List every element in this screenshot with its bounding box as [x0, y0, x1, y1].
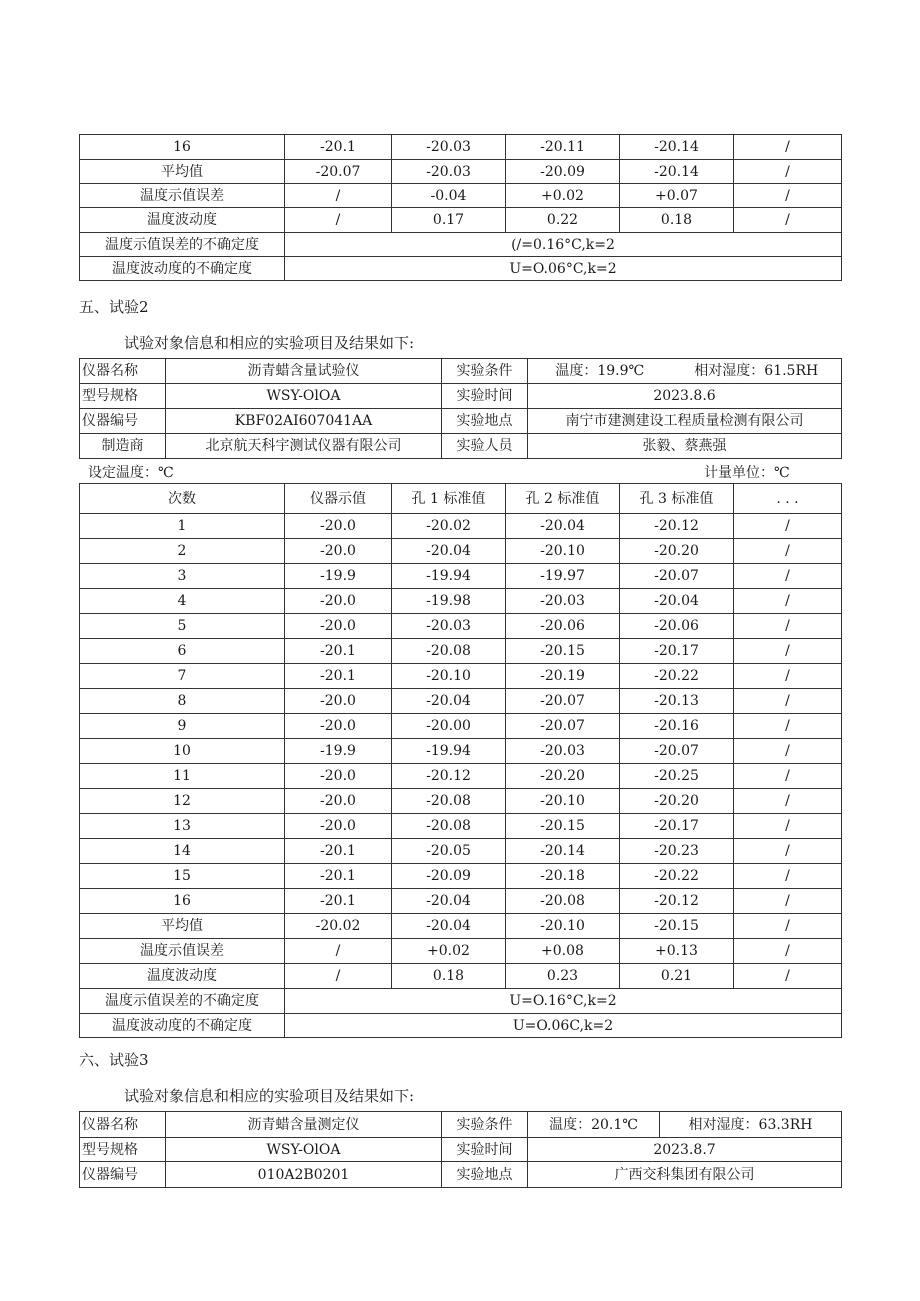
table-row: [80, 914, 842, 939]
table-cell: -20.15: [620, 914, 734, 939]
table-cell: -20.08: [392, 639, 506, 664]
table-cell: /: [734, 589, 842, 614]
table-cell: -20.17: [620, 639, 734, 664]
table-row: [80, 208, 842, 233]
condition-humidity: 相对湿度：63.3RH: [660, 1112, 842, 1138]
info-label: 仪器名称: [80, 1112, 166, 1138]
info-label: 型号规格: [80, 384, 166, 409]
table-cell: /: [734, 184, 842, 208]
table-cell: -20.08: [392, 789, 506, 814]
table-cell: -20.0: [285, 539, 392, 564]
table-row: [80, 514, 842, 539]
table-row: [80, 864, 842, 889]
table-cell: -20.04: [392, 889, 506, 914]
table-cell: /: [734, 639, 842, 664]
table-cell: -20.1: [285, 639, 392, 664]
table-cell: -20.10: [392, 664, 506, 689]
table-cell: -20.1: [285, 664, 392, 689]
uncertainty-row: [80, 1014, 842, 1038]
info-label: 实验条件: [442, 1112, 528, 1138]
condition-humidity: 相对湿度：61.5RH: [672, 359, 842, 384]
row-label: 温度示值误差: [80, 184, 285, 208]
test1-tail-table: [79, 134, 842, 281]
uncertainty-value: (/=0.16°C,k=2: [285, 233, 842, 257]
table-cell: -20.03: [506, 589, 620, 614]
table-row: [80, 814, 842, 839]
table-row: [80, 564, 842, 589]
section6-heading: 六、试验3: [79, 1051, 149, 1069]
table-cell: -20.00: [392, 714, 506, 739]
table-cell: /: [734, 160, 842, 184]
table-cell: /: [285, 939, 392, 964]
table-cell: /: [734, 789, 842, 814]
table-row: [80, 714, 842, 739]
table-cell: /: [734, 889, 842, 914]
unit-label: 计量单位：℃: [704, 465, 790, 481]
table-cell: -19.94: [392, 564, 506, 589]
table-cell: -20.06: [506, 614, 620, 639]
row-label: 1: [80, 514, 285, 539]
table-cell: -20.03: [392, 614, 506, 639]
set-temperature-label: 设定温度：℃: [88, 465, 174, 481]
table-cell: /: [734, 208, 842, 233]
table-row: [80, 135, 842, 160]
table-cell: -20.09: [506, 160, 620, 184]
column-header: . . .: [734, 484, 842, 514]
table-cell: -20.1: [285, 889, 392, 914]
test-personnel: 张毅、蔡燕强: [528, 434, 842, 459]
column-header: 孔 3 标准值: [620, 484, 734, 514]
row-label: 8: [80, 689, 285, 714]
table-cell: -20.02: [392, 514, 506, 539]
table-row: [80, 889, 842, 914]
table-cell: -20.20: [506, 764, 620, 789]
table-cell: -20.10: [506, 539, 620, 564]
table-cell: -20.1: [285, 135, 392, 160]
info-label: 实验地点: [442, 409, 528, 434]
uncertainty-value: U=O.06°C,k=2: [285, 257, 842, 281]
table-cell: -20.12: [392, 764, 506, 789]
row-label: 5: [80, 614, 285, 639]
table-cell: -20.15: [506, 639, 620, 664]
instrument-name: 沥青蜡含量测定仪: [166, 1112, 442, 1138]
table-cell: 0.17: [392, 208, 506, 233]
table-cell: +0.08: [506, 939, 620, 964]
manufacturer: 北京航天科宇测试仪器有限公司: [166, 434, 442, 459]
table-cell: -20.22: [620, 864, 734, 889]
table-cell: -20.1: [285, 839, 392, 864]
row-label: 13: [80, 814, 285, 839]
test-location: 南宁市建测建设工程质量检测有限公司: [528, 409, 842, 434]
table-row: [80, 160, 842, 184]
table-cell: -20.04: [620, 589, 734, 614]
table-cell: -19.94: [392, 739, 506, 764]
info-label: 仪器名称: [80, 359, 166, 384]
table-row: [80, 789, 842, 814]
section6-info-table: [79, 1111, 842, 1188]
table-cell: -20.14: [620, 135, 734, 160]
row-label: 2: [80, 539, 285, 564]
table-cell: +0.02: [506, 184, 620, 208]
table-cell: +0.02: [392, 939, 506, 964]
test-date: 2023.8.6: [528, 384, 842, 409]
table-cell: 0.21: [620, 964, 734, 989]
info-label: 仪器编号: [80, 409, 166, 434]
row-label: 12: [80, 789, 285, 814]
table-cell: -20.04: [392, 539, 506, 564]
table-cell: -20.0: [285, 689, 392, 714]
uncertainty-row: [80, 257, 842, 281]
row-label: 平均值: [80, 914, 285, 939]
column-header: 次数: [80, 484, 285, 514]
table-row: [80, 664, 842, 689]
table-cell: -20.16: [620, 714, 734, 739]
section5-heading: 五、试验2: [79, 298, 149, 316]
table-cell: -19.9: [285, 564, 392, 589]
table-cell: /: [734, 864, 842, 889]
table-cell: /: [734, 539, 842, 564]
table-cell: /: [285, 208, 392, 233]
table-cell: -20.09: [392, 864, 506, 889]
test-date: 2023.8.7: [528, 1138, 842, 1162]
uncertainty-label: 温度波动度的不确定度: [80, 257, 285, 281]
table-cell: /: [734, 739, 842, 764]
table-row: [80, 739, 842, 764]
uncertainty-label: 温度示值误差的不确定度: [80, 989, 285, 1014]
table-cell: -20.22: [620, 664, 734, 689]
table-cell: -20.07: [506, 714, 620, 739]
table-cell: -20.07: [620, 739, 734, 764]
table-cell: /: [734, 964, 842, 989]
table-cell: -20.10: [506, 914, 620, 939]
info-label: 实验时间: [442, 1138, 528, 1162]
table-cell: -20.20: [620, 789, 734, 814]
table-cell: -20.04: [392, 914, 506, 939]
table-row: [80, 614, 842, 639]
section6-intro: 试验对象信息和相应的实验项目及结果如下:: [124, 1087, 415, 1105]
table-cell: -20.0: [285, 814, 392, 839]
section5-info-table: [79, 358, 842, 459]
table-cell: -20.12: [620, 514, 734, 539]
uncertainty-value: U=O.06C,k=2: [285, 1014, 842, 1038]
table-cell: -20.0: [285, 764, 392, 789]
table-cell: 0.22: [506, 208, 620, 233]
uncertainty-value: U=O.16°C,k=2: [285, 989, 842, 1014]
table-cell: -20.08: [392, 814, 506, 839]
section5-results-table: [79, 483, 842, 1038]
table-cell: -20.08: [506, 889, 620, 914]
table-row: [80, 764, 842, 789]
uncertainty-row: [80, 989, 842, 1014]
table-cell: 0.23: [506, 964, 620, 989]
column-header: 孔 2 标准值: [506, 484, 620, 514]
row-label: 15: [80, 864, 285, 889]
table-cell: -20.02: [285, 914, 392, 939]
table-cell: -20.07: [620, 564, 734, 589]
row-label: 温度波动度: [80, 964, 285, 989]
table-cell: -20.0: [285, 614, 392, 639]
model-spec: WSY-OlOA: [166, 384, 442, 409]
table-row: [80, 964, 842, 989]
table-cell: -20.17: [620, 814, 734, 839]
row-label: 3: [80, 564, 285, 589]
table-cell: /: [734, 939, 842, 964]
table-cell: /: [734, 839, 842, 864]
table-cell: +0.07: [620, 184, 734, 208]
table-cell: -20.14: [620, 160, 734, 184]
instrument-name: 沥青蜡含量试验仪: [166, 359, 442, 384]
table-cell: 0.18: [392, 964, 506, 989]
table-cell: -20.12: [620, 889, 734, 914]
info-label: 仪器编号: [80, 1162, 166, 1188]
row-label: 16: [80, 135, 285, 160]
table-cell: /: [285, 964, 392, 989]
table-row: [80, 184, 842, 208]
table-row: [80, 589, 842, 614]
table-cell: -20.06: [620, 614, 734, 639]
table-cell: -20.15: [506, 814, 620, 839]
uncertainty-label: 温度示值误差的不确定度: [80, 233, 285, 257]
uncertainty-label: 温度波动度的不确定度: [80, 1014, 285, 1038]
row-label: 4: [80, 589, 285, 614]
table-cell: +0.13: [620, 939, 734, 964]
table-cell: -20.18: [506, 864, 620, 889]
table-cell: -20.1: [285, 864, 392, 889]
table-cell: /: [734, 764, 842, 789]
instrument-number: KBF02AI607041AA: [166, 409, 442, 434]
info-label: 实验地点: [442, 1162, 528, 1188]
table-cell: -20.05: [392, 839, 506, 864]
info-label: 制造商: [80, 434, 166, 459]
test-location: 广西交科集团有限公司: [528, 1162, 842, 1188]
table-cell: -20.10: [506, 789, 620, 814]
table-cell: -20.14: [506, 839, 620, 864]
table-cell: -20.23: [620, 839, 734, 864]
table-cell: -19.97: [506, 564, 620, 589]
table-cell: -19.98: [392, 589, 506, 614]
condition-temperature: 温度：19.9℃: [528, 359, 672, 384]
table-cell: -20.07: [506, 689, 620, 714]
table-cell: -0.04: [392, 184, 506, 208]
row-label: 10: [80, 739, 285, 764]
table-cell: 0.18: [620, 208, 734, 233]
table-cell: /: [734, 689, 842, 714]
row-label: 9: [80, 714, 285, 739]
table-cell: /: [734, 564, 842, 589]
row-label: 16: [80, 889, 285, 914]
row-label: 温度示值误差: [80, 939, 285, 964]
model-spec: WSY-OlOA: [166, 1138, 442, 1162]
column-header: 孔 1 标准值: [392, 484, 506, 514]
table-cell: -20.25: [620, 764, 734, 789]
table-cell: -19.9: [285, 739, 392, 764]
table-cell: -20.03: [392, 135, 506, 160]
row-label: 温度波动度: [80, 208, 285, 233]
table-cell: /: [285, 184, 392, 208]
table-cell: -20.0: [285, 789, 392, 814]
table-cell: -20.0: [285, 714, 392, 739]
table-row: [80, 839, 842, 864]
table-row: [80, 939, 842, 964]
table-cell: /: [734, 914, 842, 939]
row-label: 平均值: [80, 160, 285, 184]
table-cell: /: [734, 614, 842, 639]
section5-intro: 试验对象信息和相应的实验项目及结果如下:: [124, 334, 415, 352]
info-label: 实验时间: [442, 384, 528, 409]
table-cell: -20.11: [506, 135, 620, 160]
table-cell: /: [734, 135, 842, 160]
table-row: [80, 639, 842, 664]
row-label: 6: [80, 639, 285, 664]
table-cell: -20.03: [506, 739, 620, 764]
table-cell: /: [734, 714, 842, 739]
row-label: 14: [80, 839, 285, 864]
table-cell: -20.20: [620, 539, 734, 564]
table-cell: /: [734, 664, 842, 689]
info-label: 型号规格: [80, 1138, 166, 1162]
row-label: 7: [80, 664, 285, 689]
table-cell: -20.04: [392, 689, 506, 714]
table-cell: -20.13: [620, 689, 734, 714]
info-label: 实验人员: [442, 434, 528, 459]
table-row: [80, 689, 842, 714]
row-label: 11: [80, 764, 285, 789]
table-cell: -20.07: [285, 160, 392, 184]
column-header: 仪器示值: [285, 484, 392, 514]
table-cell: -20.03: [392, 160, 506, 184]
info-label: 实验条件: [442, 359, 528, 384]
table-cell: /: [734, 814, 842, 839]
condition-temperature: 温度：20.1℃: [528, 1112, 660, 1138]
table-row: [80, 539, 842, 564]
table-cell: -20.04: [506, 514, 620, 539]
table-cell: -20.0: [285, 589, 392, 614]
table-cell: -20.19: [506, 664, 620, 689]
table-cell: /: [734, 514, 842, 539]
uncertainty-row: [80, 233, 842, 257]
table-cell: -20.0: [285, 514, 392, 539]
table-header-row: [80, 484, 842, 514]
instrument-number: 010A2B0201: [166, 1162, 442, 1188]
